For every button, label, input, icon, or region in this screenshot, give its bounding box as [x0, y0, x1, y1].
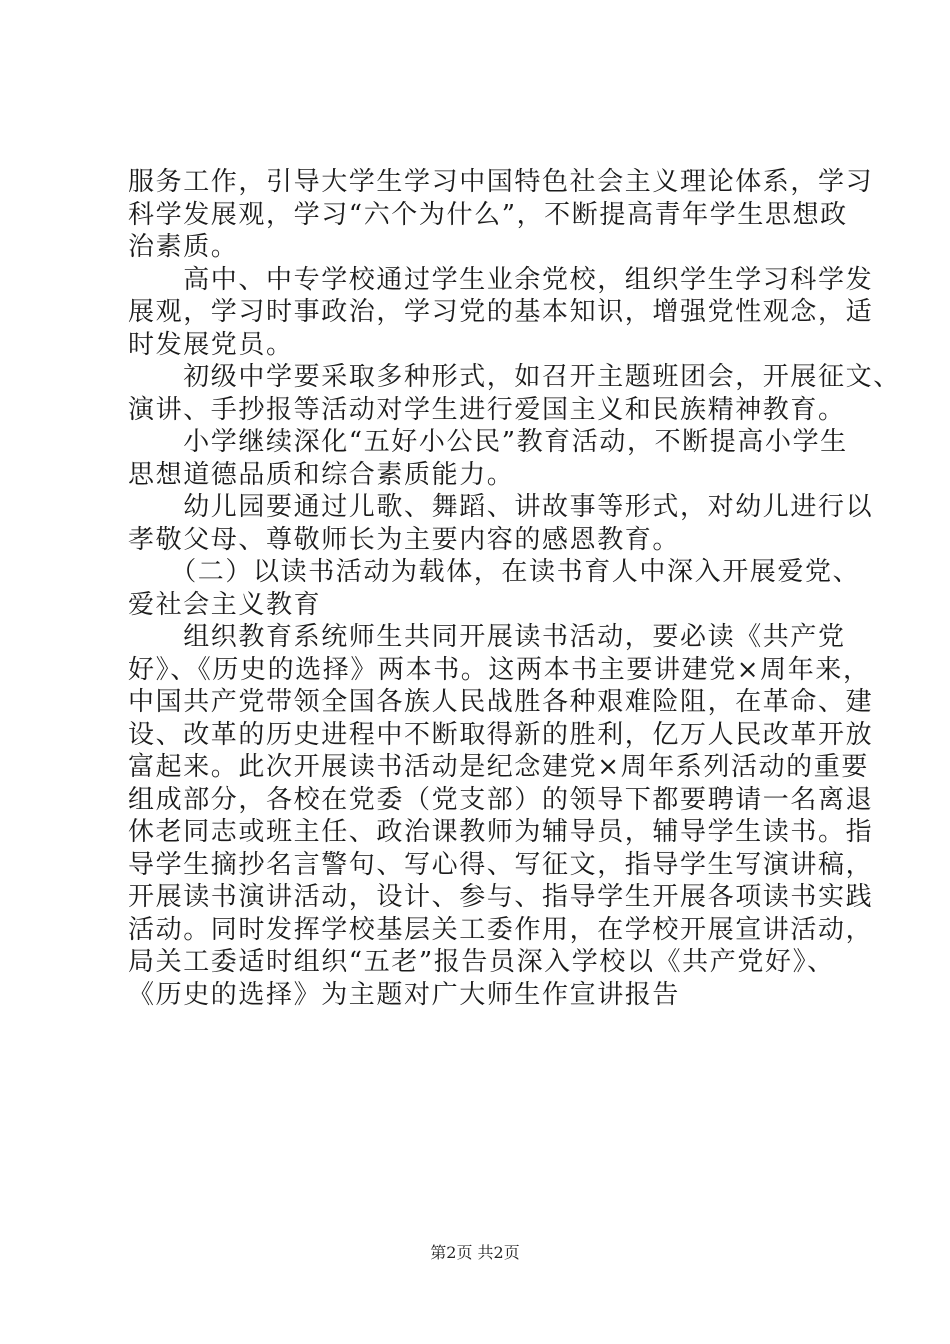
- text-line: 好》、《历史的选择》两本书。这两本书主要讲建党×周年来，: [128, 654, 871, 685]
- text-line: 高中、中专学校通过学生业余党校，组织学生学习科学发: [128, 264, 874, 295]
- page-number-label: 第2页 共2页: [430, 1243, 520, 1262]
- text-line: 组成部分，各校在党委（党支部）的领导下都要聘请一名离退: [128, 784, 874, 815]
- text-line: 活动。同时发挥学校基层关工委作用，在学校开展宣讲活动，: [128, 914, 874, 945]
- text-line: 开展读书演讲活动，设计、参与、指导学生开展各项读书实践: [128, 882, 874, 912]
- text-line: 孝敬父母、尊敬师长为主要内容的感恩教育。: [128, 524, 681, 555]
- text-line: 演讲、手抄报等活动对学生进行爱国主义和民族精神教育。: [128, 394, 846, 425]
- text-line: 休老同志或班主任、政治课教师为辅导员，辅导学生读书。指: [128, 817, 874, 847]
- text-line: 幼儿园要通过儿歌、舞蹈、讲故事等形式，对幼儿进行以: [128, 492, 874, 522]
- section-heading-line: 爱社会主义教育: [128, 589, 322, 620]
- text-line: 小学继续深化“五好小公民”教育活动，不断提高小学生: [128, 427, 848, 457]
- text-line: 《历史的选择》为主题对广大师生作宣讲报告: [128, 979, 681, 1010]
- text-line: 科学发展观，学习“六个为什么”，不断提高青年学生思想政: [128, 199, 848, 230]
- text-line: 设、改革的历史进程中不断取得新的胜利，亿万人民改革开放: [128, 719, 874, 750]
- page-footer: [0, 1243, 950, 1263]
- text-line: 初级中学要采取多种形式，如召开主题班团会，开展征文、: [128, 362, 901, 392]
- text-line: 富起来。此次开展读书活动是纪念建党×周年系列活动的重要: [128, 752, 869, 782]
- text-line: 思想道德品质和综合素质能力。: [128, 459, 515, 490]
- section-heading-line: （二）以读书活动为载体，在读书育人中深入开展爱党、: [128, 557, 861, 587]
- text-line: 组织教育系统师生共同开展读书活动，要必读《共产党: [128, 622, 846, 652]
- text-line: 服务工作，引导大学生学习中国特色社会主义理论体系，学习: [128, 167, 874, 197]
- text-line: 展观，学习时事政治，学习党的基本知识，增强党性观念，适: [128, 297, 874, 327]
- text-line: 导学生摘抄名言警句、写心得、写征文，指导学生写演讲稿，: [128, 849, 874, 880]
- text-line: 时发展党员。: [128, 329, 294, 360]
- text-line: 中国共产党带领全国各族人民战胜各种艰难险阻，在革命、建: [128, 687, 874, 717]
- text-line: 治素质。: [128, 232, 239, 262]
- document-body: [128, 166, 901, 1011]
- text-line: 局关工委适时组织“五老”报告员深入学校以《共产党好》、: [128, 947, 835, 977]
